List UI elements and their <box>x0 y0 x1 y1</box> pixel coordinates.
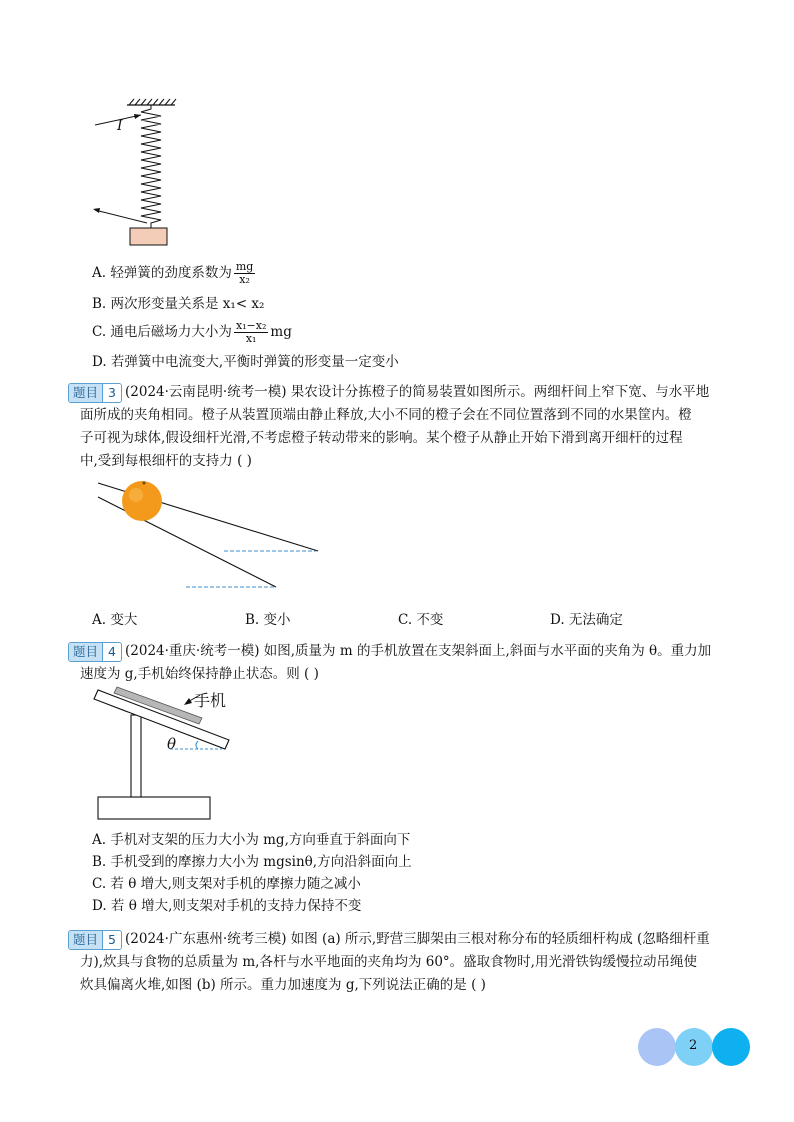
q2-option-a <box>92 261 257 286</box>
question-tag-3 <box>68 383 122 403</box>
q4-option-c: C. 若 θ 增大,则支架对手机的摩擦力随之减小 <box>92 876 361 892</box>
q2-option-a-prefix: A. 轻弹簧的劲度系数为 <box>92 265 232 281</box>
q5-text-line-2: 力),炊具与食物的总质量为 m,各杆与水平地面的夹角均为 60°。盛取食物时,用光滑铁钩缓慢拉动吊绳使 <box>80 954 697 970</box>
q4-option-b: B. 手机受到的摩擦力大小为 mgsinθ,方向沿斜面向上 <box>92 854 412 870</box>
q3-text-line-4: 中,受到每根细杆的支持力 ( ) <box>80 453 252 469</box>
spring-figure <box>85 95 195 255</box>
q2-option-c <box>92 320 292 345</box>
q3-option-a: A. 变大 <box>92 612 138 628</box>
q2-option-c-prefix: C. 通电后磁场力大小为 <box>92 324 232 340</box>
fraction-denominator: x₂ <box>239 273 250 286</box>
q5-text-line-3: 炊具偏离火堆,如图 (b) 所示。重力加速度为 g,下列说法正确的是 ( ) <box>80 977 486 993</box>
fraction-numerator: mg <box>235 260 254 273</box>
current-label: I <box>117 118 123 134</box>
orange-sorter-figure <box>90 475 330 595</box>
q3-option-d: D. 无法确定 <box>550 612 623 628</box>
question-number: 4 <box>102 643 121 661</box>
fraction-numerator: x₁−x₂ <box>235 319 267 332</box>
question-number: 5 <box>102 931 121 949</box>
page-number: 2 <box>689 1038 698 1053</box>
q2-option-a-fraction <box>234 261 255 286</box>
q2-option-b: B. 两次形变量关系是 x₁< x₂ <box>92 296 265 312</box>
q2-option-c-suffix: mg <box>270 324 292 340</box>
q3-option-b: B. 变小 <box>245 612 291 628</box>
question-tag-label: 题目 <box>69 643 102 661</box>
fraction-denominator: x₁ <box>245 332 257 345</box>
q3-text-line-1: (2024·云南昆明·统考一模) 果农设计分拣橙子的简易装置如图所示。两细杆间上窄下宽、与水平地 <box>125 384 710 400</box>
q4-option-d: D. 若 θ 增大,则支架对手机的支持力保持不变 <box>92 898 362 914</box>
q2-option-d: D. 若弹簧中电流变大,平衡时弹簧的形变量一定变小 <box>92 354 399 370</box>
phone-label: 手机 <box>194 691 227 710</box>
q3-text-line-3: 子可视为球体,假设细杆光滑,不考虑橙子转动带来的影响。某个橙子从静止开始下滑到离开细杆的过程 <box>80 430 683 446</box>
question-number: 3 <box>102 384 121 402</box>
q4-text-line-2: 速度为 g,手机始终保持静止状态。则 ( ) <box>80 666 319 682</box>
q3-text-line-2: 面所成的夹角相同。橙子从装置顶端由静止释放,大小不同的橙子会在不同位置落到不同的水果筐内。橙 <box>80 407 692 423</box>
question-tag-label: 题目 <box>69 384 102 402</box>
q2-option-c-fraction <box>234 320 268 345</box>
q4-text-line-1: (2024·重庆·统考一模) 如图,质量为 m 的手机放置在支架斜面上,斜面与水平面的夹角为 θ。重力加 <box>125 643 712 659</box>
q3-option-c: C. 不变 <box>398 612 444 628</box>
question-tag-5 <box>68 930 122 950</box>
question-tag-label: 题目 <box>69 931 102 949</box>
q4-option-a: A. 手机对支架的压力大小为 mg,方向垂直于斜面向下 <box>92 832 411 848</box>
theta-label: θ <box>167 735 177 753</box>
q5-text-line-1: (2024·广东惠州·统考三模) 如图 (a) 所示,野营三脚架由三根对称分布的轻质细杆构成 (忽略细杆重 <box>125 931 710 947</box>
question-tag-4 <box>68 642 122 662</box>
